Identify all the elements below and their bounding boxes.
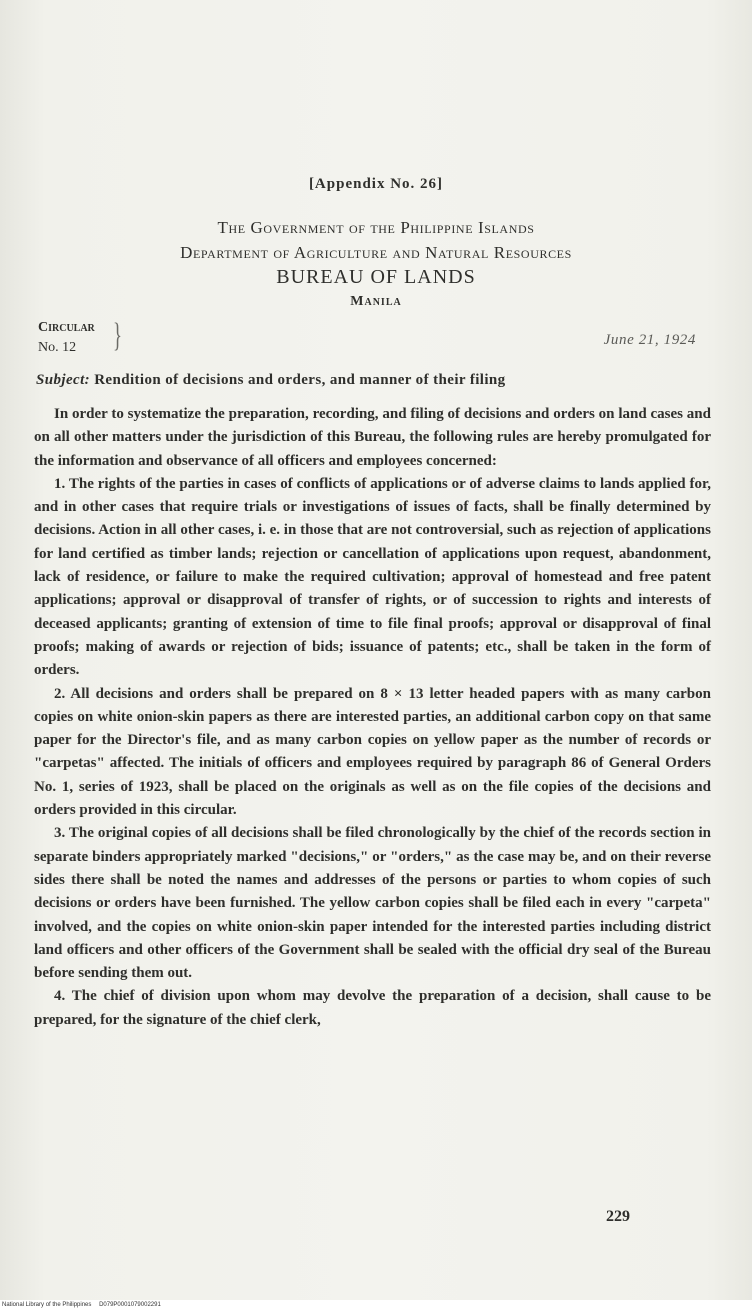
government-heading: The Government of the Philippine Islands: [217, 218, 535, 237]
paragraph-4: 4. The chief of division upon whom may devolve the preparation of a decision, shall cause to be prepared, for the signature of the chief clerk,: [34, 988, 711, 1028]
paragraph-2: 2. All decisions and orders shall be prepared on 8 × 13 letter headed papers with as many carbon copies on white onion-skin papers as there are interested parties, an additional carbon copy on that same paper for the Director's file, and as many carbon copies on yellow paper as the number of records or "carpetas" affected. The initials of officers and employees required by paragraph 86 of General Orders No. 1, series of 1923, shall be placed on the originals as well as on the file copies of the decisions and orders provided in this circular.: [34, 685, 711, 819]
intro-paragraph: In order to systematize the preparation, recording, and filing of decisions and orders on land cases and on all other matters under the jurisdiction of this Bureau, the following rules are hereby promulgated for the information and observance of all officers and employees concerned:: [34, 406, 711, 469]
library-name: National Library of the Philippines: [2, 1302, 92, 1308]
brace-glyph: }: [113, 317, 122, 354]
scan-identifier: D079P0001079002291: [99, 1302, 161, 1308]
page-number: 229: [606, 1208, 630, 1225]
subject-line: [36, 372, 716, 389]
body-text: [34, 403, 711, 1032]
circular-number: No. 12: [38, 340, 77, 355]
circular-date: June 21, 1924: [603, 332, 696, 348]
subject-text: Rendition of decisions and orders, and manner of their filing: [94, 372, 506, 388]
scan-footer: [0, 1300, 752, 1311]
paragraph-1: 1. The rights of the parties in cases of conflicts of applications or of adverse claims to lands applied for, and in other cases that require trials or investigations of issues of facts, shall be finally determined by decisions. Action in all other cases, i. e. in those that are not controversial, such as rejection of applications for land certified as timber lands; rejection or cancellation of applications upon request, abandonment, lack of residence, or failure to make the required cultivation; approval of homestead and free patent applications; approval or disapproval of transfer of rights, or of succession to rights and interests of deceased applicants; granting of extension of time to file final proofs; approval or disapproval of final proofs; making of awards or rejection of bids; issuance of patents; etc., shall be taken in the form of orders.: [34, 475, 711, 679]
bureau-heading: BUREAU OF LANDS: [276, 266, 476, 288]
circular-block: [38, 318, 95, 358]
appendix-label: [Appendix No. 26]: [308, 176, 444, 192]
subject-label: Subject:: [36, 372, 91, 388]
paragraph-3: 3. The original copies of all decisions shall be filed chronologically by the chief of the records section in separate binders appropriately marked "decisions," or "orders," as the case may be, and on their reverse sides there shall be noted the names and addresses of the persons or parties to whom copies of such decisions or orders have been furnished. The yellow carbon copies shall be filed each in every "carpeta" involved, and the copies on white onion-skin paper intended for the interested parties including district land officers and other officers of the Government shall be sealed with the official dry seal of the Bureau before sending them out.: [34, 825, 711, 982]
department-heading: Department of Agriculture and Natural Resources: [180, 243, 572, 262]
circular-label: Circular: [38, 320, 95, 335]
city-heading: Manila: [350, 294, 402, 309]
